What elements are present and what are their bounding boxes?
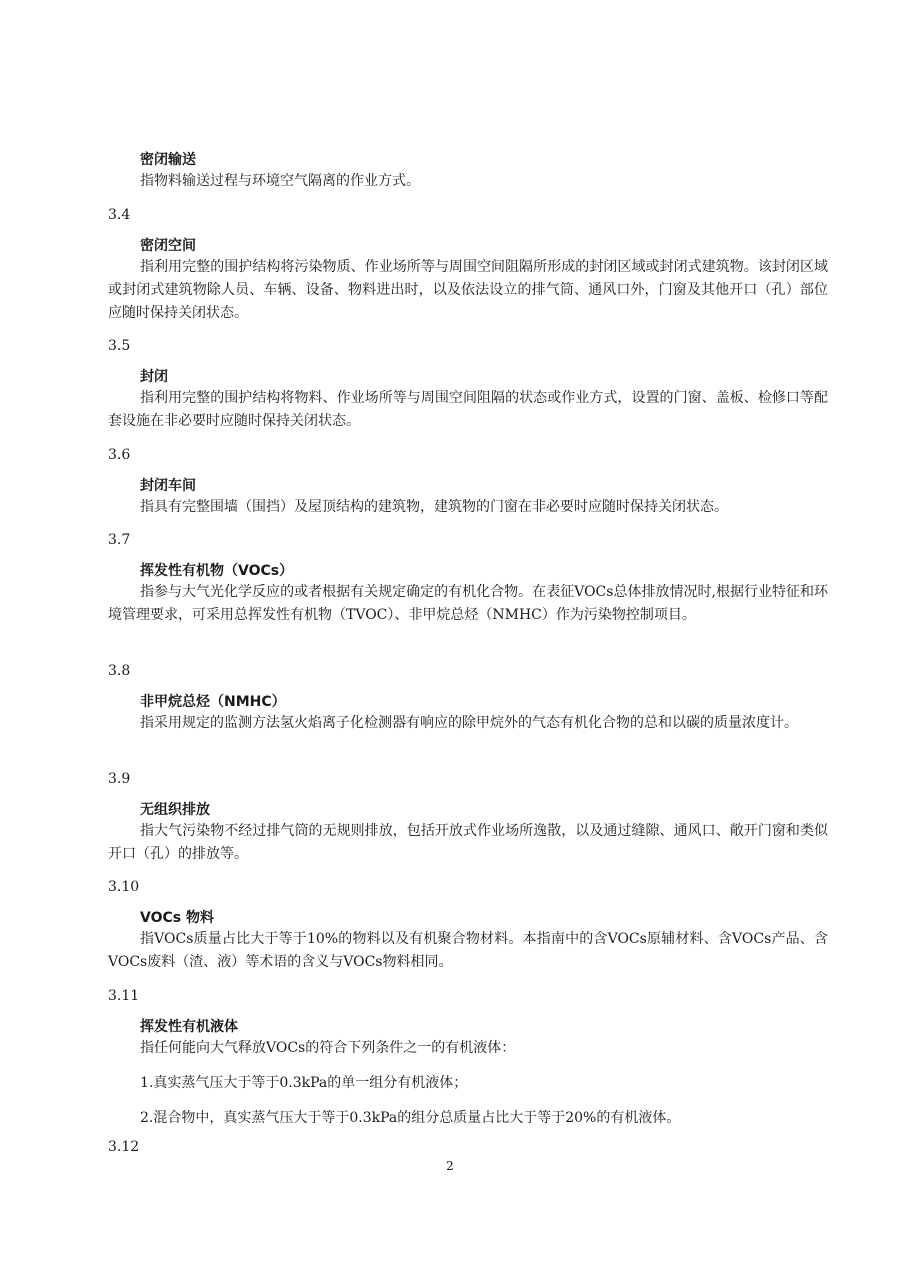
list-item: 2.混合物中，真实蒸气压大于等于0.3kPa的组分总质量占比大于等于20%的有机液体。: [140, 1110, 681, 1126]
term-number: 3.9: [108, 771, 131, 787]
term-title: VOCs 物料: [140, 910, 214, 926]
term-3-8: [108, 662, 828, 735]
term-title: 挥发性有机物（VOCs）: [140, 563, 294, 579]
term-definition: 指VOCs质量占比大于等于10%的物料以及有机聚合物材料。本指南中的含VOCs原辅材料、含VOCs产品、含VOCs废料（渣、液）等术语的含义与VOCs物料相同。: [108, 931, 828, 970]
term-definition: 指任何能向大气释放VOCs的符合下列条件之一的有机液体：: [140, 1040, 516, 1056]
term-title: 密闭输送: [140, 152, 196, 168]
term-title: 挥发性有机液体: [140, 1019, 238, 1035]
term-number: 3.11: [108, 988, 140, 1004]
term-title: 无组织排放: [140, 802, 210, 818]
term-definition: 指利用完整的围护结构将物料、作业场所等与周围空间阻隔的状态或作业方式，设置的门窗、盖板、检修口等配套设施在非必要时应随时保持关闭状态。: [108, 390, 828, 429]
term-definition: 指物料输送过程与环境空气隔离的作业方式。: [140, 173, 420, 189]
term-title: 非甲烷总烃（NMHC）: [140, 694, 286, 710]
term-number: 3.5: [108, 338, 131, 354]
term-definition: 指大气污染物不经过排气筒的无规则排放，包括开放式作业场所逸散，以及通过缝隙、通风口、敞开门窗和类似开口（孔）的排放等。: [108, 823, 828, 862]
term-3-7: [108, 531, 828, 627]
term-number: 3.4: [108, 207, 131, 223]
term-3-10: [108, 878, 828, 974]
term-definition: 指具有完整围墙（围挡）及屋顶结构的建筑物，建筑物的门窗在非必要时应随时保持关闭状态。: [140, 499, 728, 515]
term-3-6: [108, 446, 828, 519]
term-definition: 指采用规定的监测方法氢火焰离子化检测器有响应的除甲烷外的气态有机化合物的总和以碳的质量浓度计。: [140, 715, 798, 731]
term-title: 封闭: [140, 369, 168, 385]
term-3-9: [108, 770, 828, 866]
term-3-12: [108, 1138, 828, 1156]
term-title: 封闭车间: [140, 478, 196, 494]
term-3-11: [108, 987, 828, 1128]
term-number: 3.10: [108, 879, 140, 895]
term-number: 3.8: [108, 663, 131, 679]
term-number: 3.7: [108, 532, 131, 548]
term-closed-conveyance: [108, 150, 828, 193]
term-number: 3.6: [108, 447, 131, 463]
term-definition: 指利用完整的围护结构将污染物质、作业场所等与周围空间阻隔所形成的封闭区域或封闭式建筑物。该封闭区域或封闭式建筑物除人员、车辆、设备、物料进出时，以及依法设立的排气筒、通风口外，门窗及其他开口（孔）部位应随时保持关闭状态。: [108, 259, 828, 321]
page-number: 2: [446, 1159, 454, 1173]
term-title: 密闭空间: [140, 238, 196, 254]
term-definition: 指参与大气光化学反应的或者根据有关规定确定的有机化合物。在表征VOCs总体排放情况时,根据行业特征和环境管理要求，可采用总挥发性有机物（TVOC）、非甲烷总烃（NMHC）作为污染物控制项目。: [108, 584, 828, 623]
term-3-4: [108, 206, 828, 325]
term-number: 3.12: [108, 1139, 140, 1155]
term-3-5: [108, 337, 828, 433]
list-item: 1.真实蒸气压大于等于0.3kPa的单一组分有机液体；: [140, 1075, 468, 1091]
